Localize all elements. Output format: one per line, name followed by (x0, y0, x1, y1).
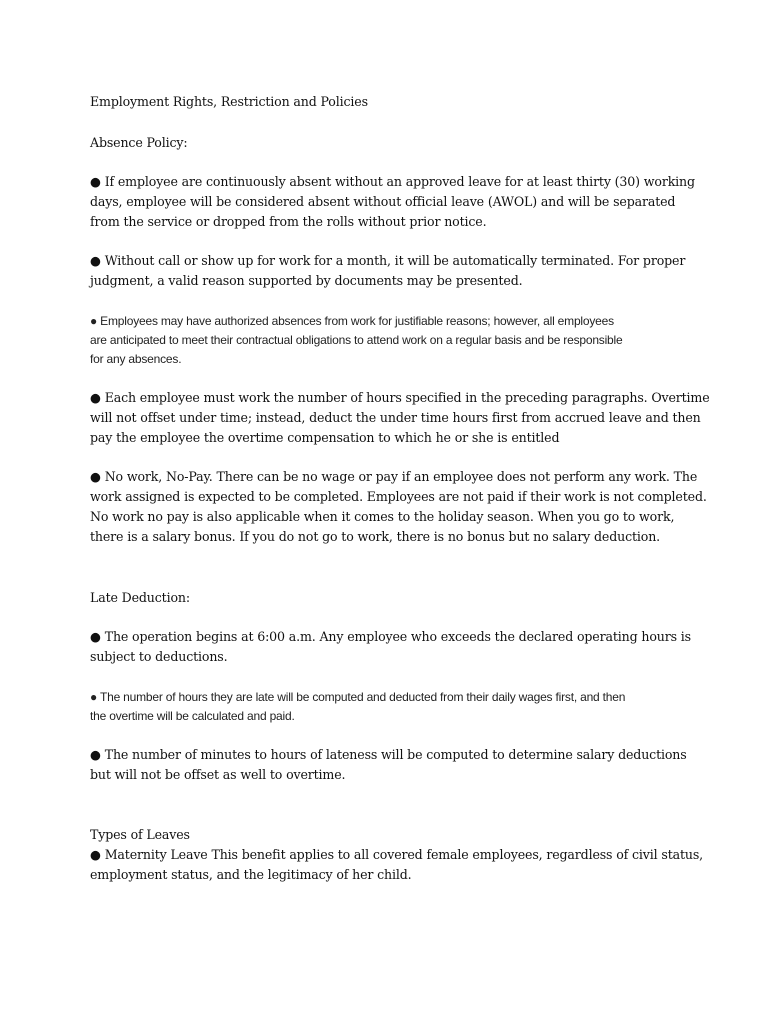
absence-paragraph-awol: ● If employee are continuously absent without an approved leave for at least thirty (30) working days, employee will be considered absent without official leave (AWOL) and will be separated from the service or dropped from the rolls without prior notice. (90, 174, 695, 229)
late-paragraph-computation: ● The number of hours they are late will be computed and deducted from their daily wages first, and then the overtime will be calculated and paid. (90, 690, 626, 723)
late-paragraph-minutes: ● The number of minutes to hours of lateness will be computed to determine salary deductions but will not be offset as well to overtime. (90, 747, 687, 782)
types-of-leaves-heading: Types of Leaves (90, 827, 190, 842)
document-title: Employment Rights, Restriction and Policies (90, 94, 368, 109)
late-paragraph-operation: ● The operation begins at 6:00 a.m. Any employee who exceeds the declared operating hours is subject to deductions. (90, 629, 691, 664)
absence-paragraph-no-call: ● Without call or show up for work for a month, it will be automatically terminated. For proper judgment, a valid reason supported by documents may be presented. (90, 253, 686, 288)
leaves-paragraph-maternity: ● Maternity Leave This benefit applies to all covered female employees, regardless of civil status, employment status, and the legitimacy of her child. (90, 847, 703, 882)
absence-paragraph-overtime: ● Each employee must work the number of hours specified in the preceding paragraphs. Overtime will not offset under time; instead, deduct the under time hours first from accrued leave and then pay the employee the overtime compensation to which he or she is entitled (90, 390, 710, 445)
absence-paragraph-no-work-no-pay: ● No work, No-Pay. There can be no wage or pay if an employee does not perform any work. The work assigned is expected to be completed. Employees are not paid if their work is not completed. No work no pay is also applicable when it comes to the holiday season. When you go to work, there is a salary bonus. If you do not go to work, there is no bonus but no salary deduction. (90, 469, 707, 544)
absence-paragraph-authorized: ● Employees may have authorized absences from work for justifiable reasons; however, all employees are anticipated to meet their contractual obligations to attend work on a regular basis and be responsible for any absences. (90, 314, 623, 366)
absence-policy-heading: Absence Policy: (90, 135, 188, 150)
late-deduction-heading: Late Deduction: (90, 590, 190, 605)
